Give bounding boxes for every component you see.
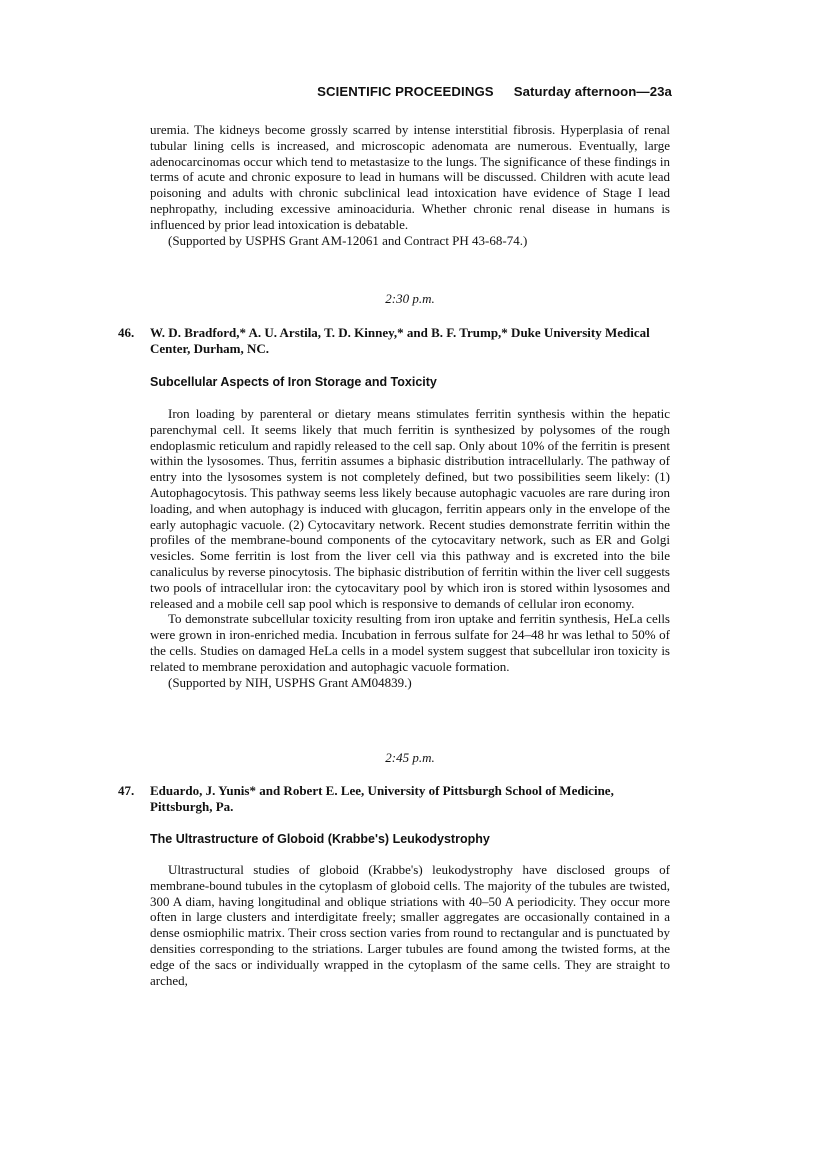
abstract-support: (Supported by NIH, USPHS Grant AM04839.) (168, 674, 412, 690)
abstract-number: 47. (118, 783, 135, 798)
abstract-body (150, 406, 670, 690)
session-time: 2:45 p.m. (385, 750, 435, 765)
continued-abstract (150, 122, 670, 248)
continued-abstract-support: (Supported by USPHS Grant AM-12061 and Contract PH 43-68-74.) (168, 232, 528, 248)
section-title: SCIENTIFIC PROCEEDINGS (317, 84, 494, 99)
continued-abstract-text: uremia. The kidneys become grossly scarred by intense interstitial fibrosis. Hyperplasia of renal tubular lining cells is increased, and microscopic adenomata are numerous. Eventually, large adenocarcinomas occur which tend to metastasize to the lungs. The significance of these findings in terms of acute and chronic exposure to lead in humans will be discussed. Children with acute lead poisoning and adults with chronic subclinical lead intoxication have evidence of Stage I lead nephropathy, including excessive aminoaciduria. Whether chronic renal disease in humans is influenced by prior lead intoxication is debatable. (150, 122, 670, 232)
abstract-authors: Eduardo, J. Yunis* and Robert E. Lee, University of Pittsburgh School of Medicine, Pittsburgh, Pa. (150, 783, 614, 814)
abstract-paragraph: Ultrastructural studies of globoid (Krabbe's) leukodystrophy have disclosed groups of membrane-bound tubules in the cytoplasm of globoid cells. The majority of the tubules are twisted, 300 A diam, having longitudinal and oblique striations with 40–50 A periodicity. They occur more often in large clusters and interdigitate freely; smaller aggregates are occasionally contained in a dense osmiophilic matrix. Their cross section varies from round to rectangular and is punctuated by densities corresponding to the striations. Larger tubules are found among the twisted forms, at the edge of the sacs or individually wrapped in the cytoplasm of the same cells. They are straight to arched, (150, 862, 670, 988)
abstract-authors: W. D. Bradford,* A. U. Arstila, T. D. Kinney,* and B. F. Trump,* Duke University Medical Center, Durham, NC. (150, 325, 650, 356)
abstract-paragraph: Iron loading by parenteral or dietary means stimulates ferritin synthesis within the hepatic parenchymal cell. It seems likely that much ferritin is synthesized by polysomes of the rough endoplasmic reticulum and rapidly released to the cell sap. Only about 10% of the ferritin is present within the lysosomes. Thus, ferritin assumes a biphasic distribution intracellularly. The pathway of entry into the lysosomes system is not completely defined, but two possibilities seem likely: (1) Autophagocytosis. This pathway seems less likely because autophagic vacuoles are rare during iron loading, and when autophagy is induced with glucagon, ferritin appears only in the envelope of the early autophagic vacuole. (2) Cytocavitary network. Recent studies demonstrate ferritin within the profiles of the membrane-bound components of the cytocavitary network, such as ER and Golgi vesicles. Some ferritin is lost from the liver cell via this pathway and is excreted into the bile canaliculus by reverse pinocytosis. The biphasic distribution of ferritin within the liver cell suggests two pools of intracellular iron: the cytocavitary pool by which iron is stored within lysosomes and released and a mobile cell sap pool which is responsive to demands of cellular iron economy. (150, 406, 670, 611)
session-time: 2:30 p.m. (385, 291, 435, 306)
abstract-paragraph: To demonstrate subcellular toxicity resulting from iron uptake and ferritin synthesis, HeLa cells were grown in iron-enriched media. Incubation in ferrous sulfate for 24–48 hr was lethal to 50% of the cells. Studies on damaged HeLa cells in a model system suggest that subcellular iron toxicity is related to membrane peroxidation and autophagic vacuole formation. (150, 611, 670, 674)
abstract-title: The Ultrastructure of Globoid (Krabbe's) Leukodystrophy (150, 832, 490, 846)
abstract-title: Subcellular Aspects of Iron Storage and Toxicity (150, 375, 437, 389)
abstract-header (118, 325, 670, 357)
session-label: Saturday afternoon—23a (513, 84, 672, 99)
abstract-body (150, 862, 670, 988)
running-head (150, 84, 672, 99)
abstract-number: 46. (118, 325, 135, 340)
abstract-header (118, 783, 670, 815)
